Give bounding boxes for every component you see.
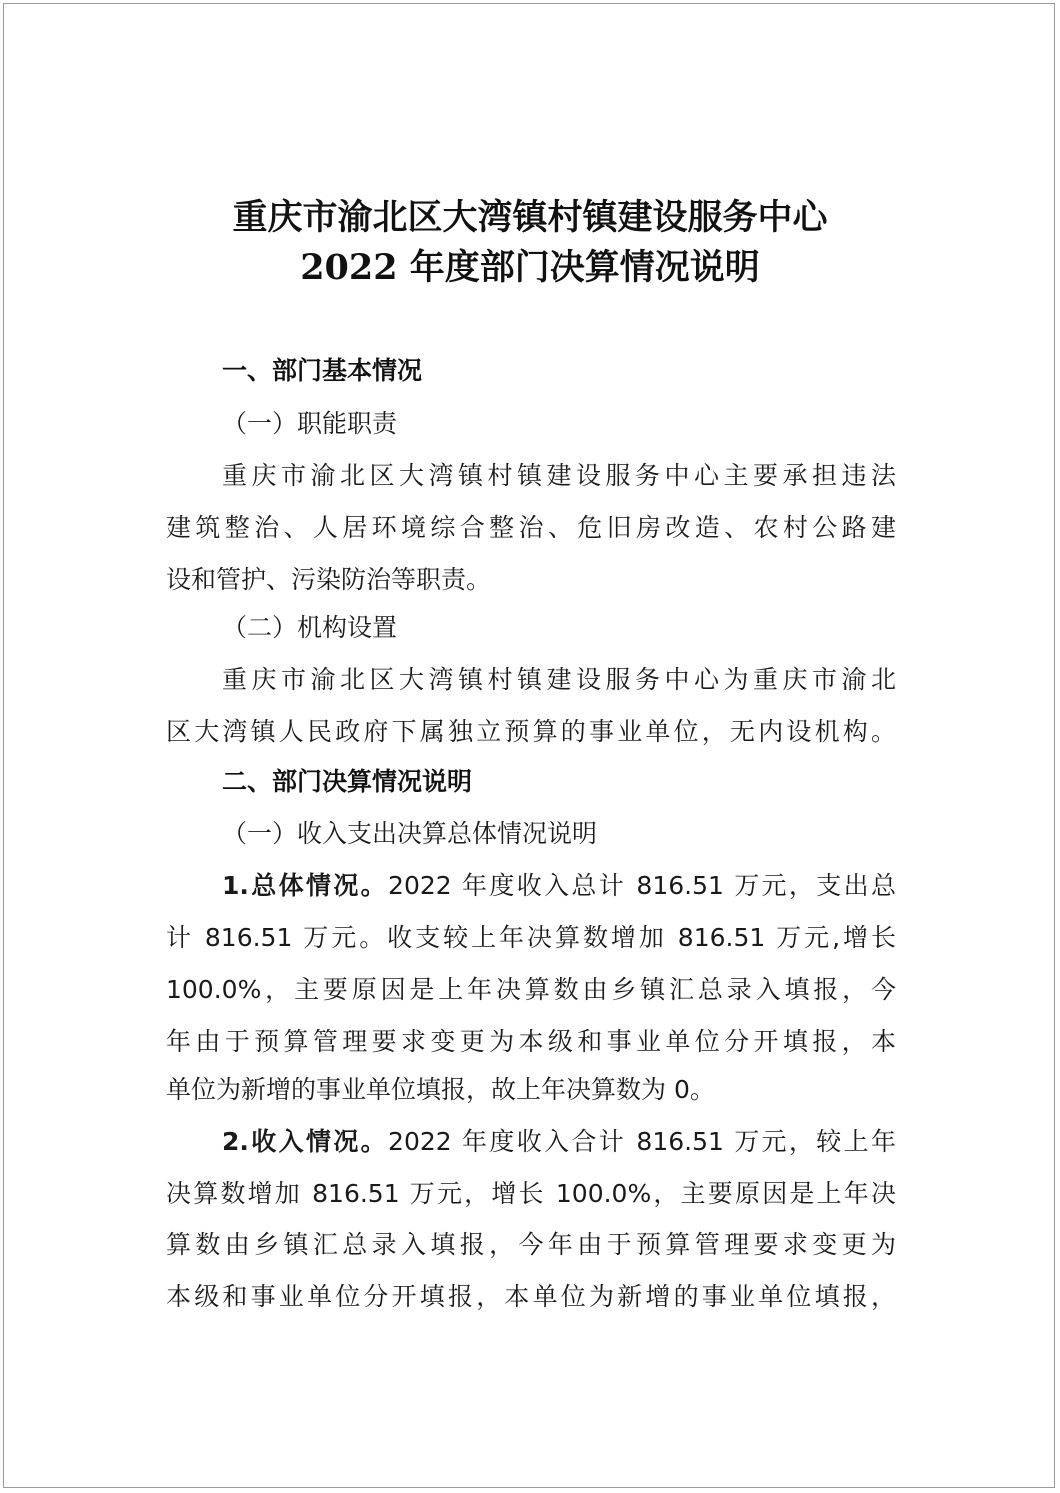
paragraph-text: 2022 年度收入总计 816.51 万元，支出总 xyxy=(388,871,896,900)
paragraph-line: 建筑整治、人居环境综合整治、危旧房改造、农村公路建 xyxy=(166,513,896,542)
section-1-sub-1-heading: （一）职能职责 xyxy=(222,409,398,438)
paragraph-line: 年由于预算管理要求变更为本级和事业单位分开填报，本 xyxy=(166,1027,896,1056)
paragraph-line xyxy=(222,866,896,902)
paragraph-line: 决算数增加 816.51 万元，增长 100.0%，主要原因是上年决 xyxy=(166,1179,896,1208)
section-1-sub-2-heading: （二）机构设置 xyxy=(222,613,398,642)
paragraph-line: 本级和事业单位分开填报，本单位为新增的事业单位填报， xyxy=(166,1282,896,1311)
paragraph-line: 重庆市渝北区大湾镇村镇建设服务中心主要承担违法 xyxy=(222,461,896,490)
paragraph-line: 算数由乡镇汇总录入填报，今年由于预算管理要求变更为 xyxy=(166,1230,896,1259)
paragraph-lead: 2.收入情况。 xyxy=(222,1127,389,1156)
paragraph-text: 2022 年度收入合计 816.51 万元，较上年 xyxy=(388,1127,896,1156)
paragraph-line: 单位为新增的事业单位填报，故上年决算数为 0。 xyxy=(166,1075,715,1104)
section-2-sub-1-heading: （一）收入支出决算总体情况说明 xyxy=(222,819,598,848)
paragraph-line: 设和管护、污染防治等职责。 xyxy=(166,565,492,594)
paragraph-line: 计 816.51 万元。收支较上年决算数增加 816.51 万元,增长 xyxy=(166,923,896,952)
paragraph-lead: 1.总体情况。 xyxy=(222,871,389,900)
document-subtitle: 2022 年度部门决算情况说明 xyxy=(300,247,760,288)
document-title: 重庆市渝北区大湾镇村镇建设服务中心 xyxy=(232,197,828,238)
section-1-heading: 一、部门基本情况 xyxy=(222,356,423,385)
paragraph-line: 重庆市渝北区大湾镇村镇建设服务中心为重庆市渝北 xyxy=(222,665,896,694)
paragraph-line xyxy=(222,1122,896,1158)
paragraph-line: 100.0%，主要原因是上年决算数由乡镇汇总录入填报，今 xyxy=(166,975,896,1004)
section-2-heading: 二、部门决算情况说明 xyxy=(222,767,473,796)
paragraph-line: 区大湾镇人民政府下属独立预算的事业单位，无内设机构。 xyxy=(166,717,896,746)
